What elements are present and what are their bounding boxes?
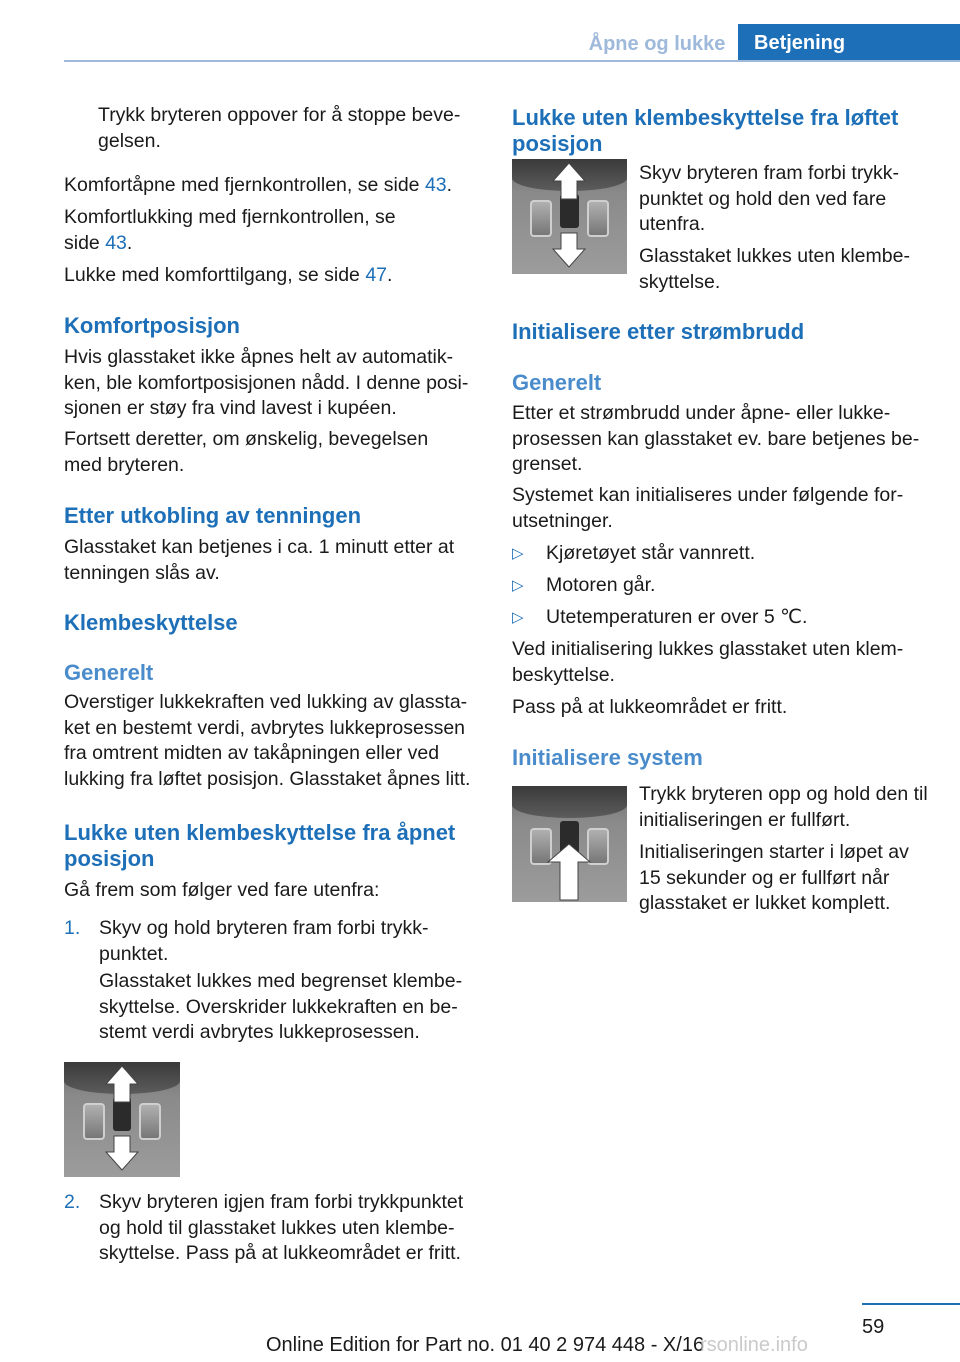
step-1-result: Glasstaket lukkes med begrenset klembe-skyttelse. Overskrider lukkekraften en be-stemt verdi avbrytes lukkeprosessen. <box>99 970 463 1043</box>
double-arrow-icon <box>512 159 627 274</box>
watermark: rsonline.info <box>700 1334 808 1356</box>
paragraph-klem-generelt: Overstiger lukkekraften ved lukking av glassta-ket en bestemt verdi, avbrytes lukkeprosessen fra omtrent midten av takåpningen eller ved lukking fra løftet posisjon. Glasstaket åpnes litt. <box>64 691 471 790</box>
heading-klembeskyttelse: Klembeskyttelse <box>64 610 238 635</box>
heading-generelt-1: Generelt <box>64 660 154 685</box>
chapter-tab: Betjening <box>738 24 960 62</box>
paragraph-remote-open: Komfortåpne med fjernkontrollen, se side 43. <box>64 174 453 196</box>
page-link-47[interactable]: 47 <box>365 264 388 286</box>
switch-up-illustration <box>512 786 627 902</box>
triangle-bullet-icon: ▷ <box>512 545 524 562</box>
step-2-text: Skyv bryteren igjen fram forbi trykkpunktet og hold til glasstaket lukkes uten klembe-skyttelse. Pass på at lukkeområdet er fritt. <box>99 1191 464 1264</box>
paragraph-komfort-2: Fortsett deretter, om ønskelig, bevegelsen med bryteren. <box>64 428 429 476</box>
paragraph-init-2: Systemet kan initialiseres under følgende for-utsetninger. <box>512 484 904 532</box>
heading-initialisere-system: Initialisere system <box>512 745 703 770</box>
double-arrow-icon <box>64 1062 180 1177</box>
paragraph-init-1: Etter et strømbrudd under åpne- eller lukke-prosessen kan glasstaket ev. bare betjenes be-grenset. <box>512 402 920 475</box>
paragraph-komfort-1: Hvis glasstaket ikke åpnes helt av automatik-ken, ble komfortposisjonen nådd. I denne posi-sjonen er støy fra vind lavest i kupéen. <box>64 346 469 419</box>
heading-generelt-2: Generelt <box>512 370 602 395</box>
page-number: 59 <box>862 1316 885 1338</box>
triangle-bullet-icon: ▷ <box>512 609 524 626</box>
step-1-number: 1. <box>64 917 81 939</box>
paragraph-init-3: Ved initialisering lukkes glasstaket uten klem-beskyttelse. <box>512 638 904 686</box>
page-link-43[interactable]: 43 <box>424 174 447 196</box>
paragraph-etter: Glasstaket kan betjenes i ca. 1 minutt etter at tenningen slås av. <box>64 536 455 584</box>
paragraph-init-4: Pass på at lukkeområdet er fritt. <box>512 696 788 718</box>
paragraph-comfort-access: Lukke med komforttilgang, se side 47. <box>64 264 393 286</box>
step-2-number: 2. <box>64 1191 81 1213</box>
paragraph-loftet-1: Skyv bryteren fram forbi trykk-punktet og hold den ved fare utenfra. <box>639 162 900 235</box>
footer-rule <box>862 1303 960 1305</box>
heading-initialisere-strombrudd: Initialisere etter strømbrudd <box>512 319 805 344</box>
paragraph-system-2: Initialiseringen starter i løpet av 15 sekunder og er fullført når glasstaket er lukket komplett. <box>639 841 909 914</box>
triangle-bullet-icon: ▷ <box>512 577 524 594</box>
step-1-text: Skyv og hold bryteren fram forbi trykk-punktet. <box>99 917 429 965</box>
heading-apnet-posisjon: Lukke uten klembeskyttelse fra åpnet posisjon <box>64 820 456 871</box>
paragraph-loftet-2: Glasstaket lukkes uten klembe-skyttelse. <box>639 245 910 293</box>
up-arrow-icon <box>512 786 627 902</box>
paragraph-remote-close: Komfortlukking med fjernkontrollen, se side 43. <box>64 206 396 254</box>
paragraph-system-1: Trykk bryteren opp og hold den til initialiseringen er fullført. <box>639 783 928 831</box>
heading-etter-utkobling: Etter utkobling av tenningen <box>64 503 362 528</box>
section-title: Åpne og lukke <box>588 33 726 55</box>
switch-forward-illustration-2 <box>512 159 627 274</box>
heading-loftet-posisjon: Lukke uten klembeskyttelse fra løftet posisjon <box>512 105 899 156</box>
paragraph-apnet: Gå frem som følger ved fare utenfra: <box>64 879 380 901</box>
intro-step: Trykk bryteren oppover for å stoppe beve-gelsen. <box>98 104 461 152</box>
page-link-43b[interactable]: 43 <box>105 231 127 254</box>
header-rule <box>64 60 960 62</box>
switch-forward-illustration <box>64 1062 180 1177</box>
edition-footer: Online Edition for Part no. 01 40 2 974 448 - X/16 <box>266 1334 705 1356</box>
heading-komfortposisjon: Komfortposisjon <box>64 313 240 338</box>
